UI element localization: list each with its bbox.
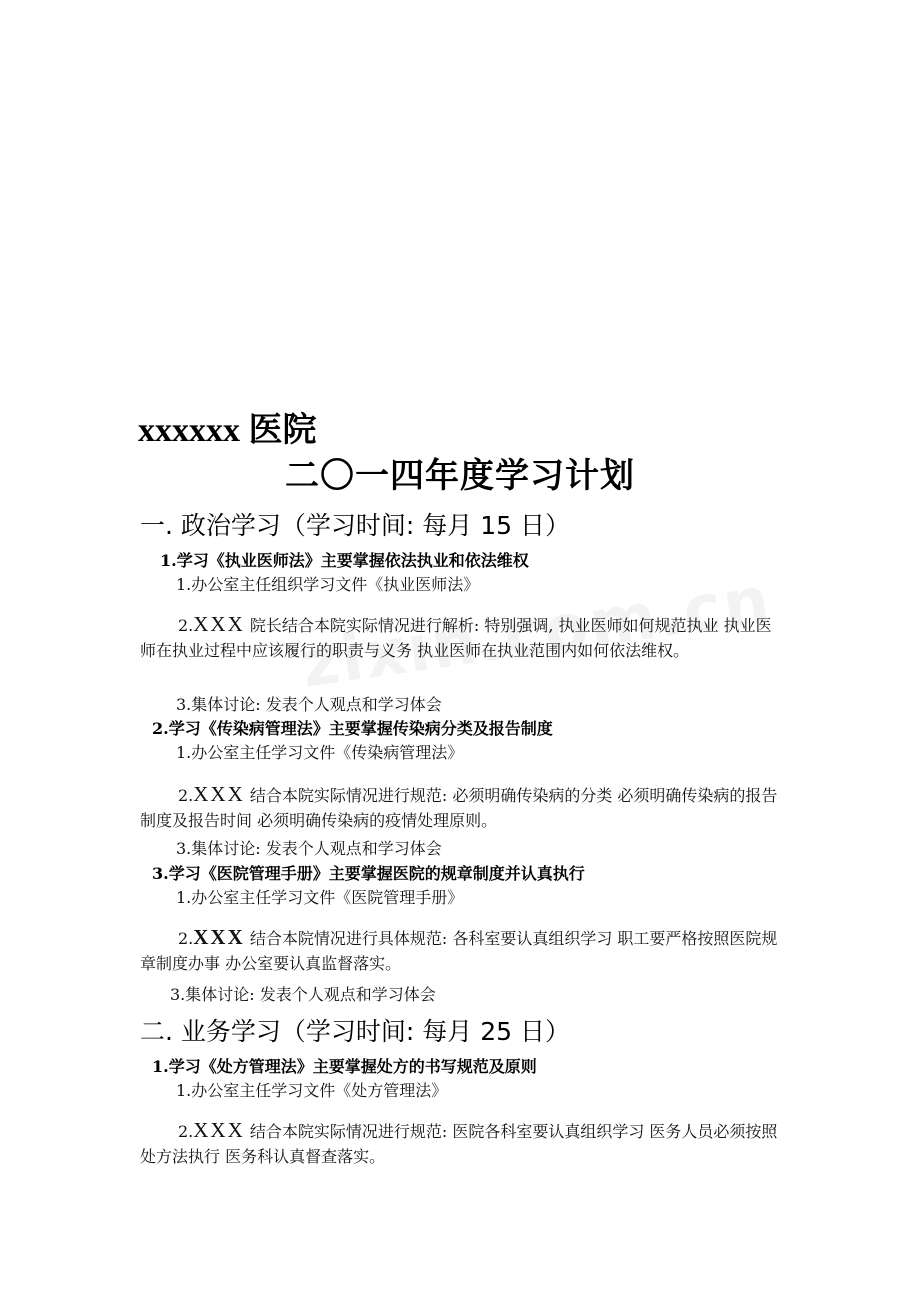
topic-step-2: [140, 1118, 780, 1169]
step-number: 2.: [178, 616, 194, 635]
section-heading-political: 一. 政治学习（学习时间: 每月 15 日）: [140, 511, 570, 540]
presenter-name: XXX: [193, 782, 245, 806]
topic-title: 3.学习《医院管理手册》主要掌握医院的规章制度并认真执行: [152, 864, 585, 883]
presenter-name: XXX: [193, 612, 245, 636]
topic-step-1: 1.办公室主任组织学习文件《执业医师法》: [176, 575, 480, 594]
topic-step-3: 3.集体讨论: 发表个人观点和学习体会: [176, 839, 442, 858]
topic-step-1: 1.办公室主任学习文件《传染病管理法》: [176, 743, 464, 762]
presenter-name: XXX: [193, 1118, 245, 1142]
topic-title: 1.学习《处方管理法》主要掌握处方的书写规范及原则: [152, 1057, 537, 1076]
section-heading-business: 二. 业务学习（学习时间: 每月 25 日）: [140, 1017, 570, 1046]
step-text: 结合本院实际情况进行规范: 必须明确传染病的分类 必须明确传染病的报告制度及报告时间 必须明确传染病的疫情处理原则。: [140, 786, 778, 830]
topic-step-2: [140, 612, 780, 663]
presenter-name: XXX: [193, 925, 245, 949]
document-title: 二〇一四年度学习计划: [285, 456, 635, 496]
topic-step-2: [140, 782, 780, 833]
topic-step-1: 1.办公室主任学习文件《处方管理法》: [176, 1081, 448, 1100]
step-text: 结合本院实际情况进行规范: 医院各科室要认真组织学习 医务人员必须按照处方法执行 医务科认真督查落实。: [140, 1122, 778, 1166]
topic-step-2: [140, 925, 780, 976]
hospital-name: xxxxxx 医院: [138, 412, 317, 449]
topic-step-1: 1.办公室主任学习文件《医院管理手册》: [176, 888, 464, 907]
step-number: 2.: [178, 786, 194, 805]
topic-step-3: 3.集体讨论: 发表个人观点和学习体会: [170, 985, 436, 1004]
topic-title: 1.学习《执业医师法》主要掌握依法执业和依法维权: [160, 551, 529, 570]
step-number: 2.: [178, 1122, 194, 1141]
step-text: 结合本院情况进行具体规范: 各科室要认真组织学习 职工要严格按照医院规章制度办事 办公室要认真监督落实。: [140, 929, 778, 973]
step-number: 2.: [178, 929, 194, 948]
topic-step-3: 3.集体讨论: 发表个人观点和学习体会: [176, 695, 442, 714]
step-text: 院长结合本院实际情况进行解析: 特别强调, 执业医师如何规范执业 执业医师在执业过程中应该履行的职责与义务 执业医师在执业范围内如何依法维权。: [140, 616, 772, 660]
topic-title: 2.学习《传染病管理法》主要掌握传染病分类及报告制度: [152, 719, 553, 738]
